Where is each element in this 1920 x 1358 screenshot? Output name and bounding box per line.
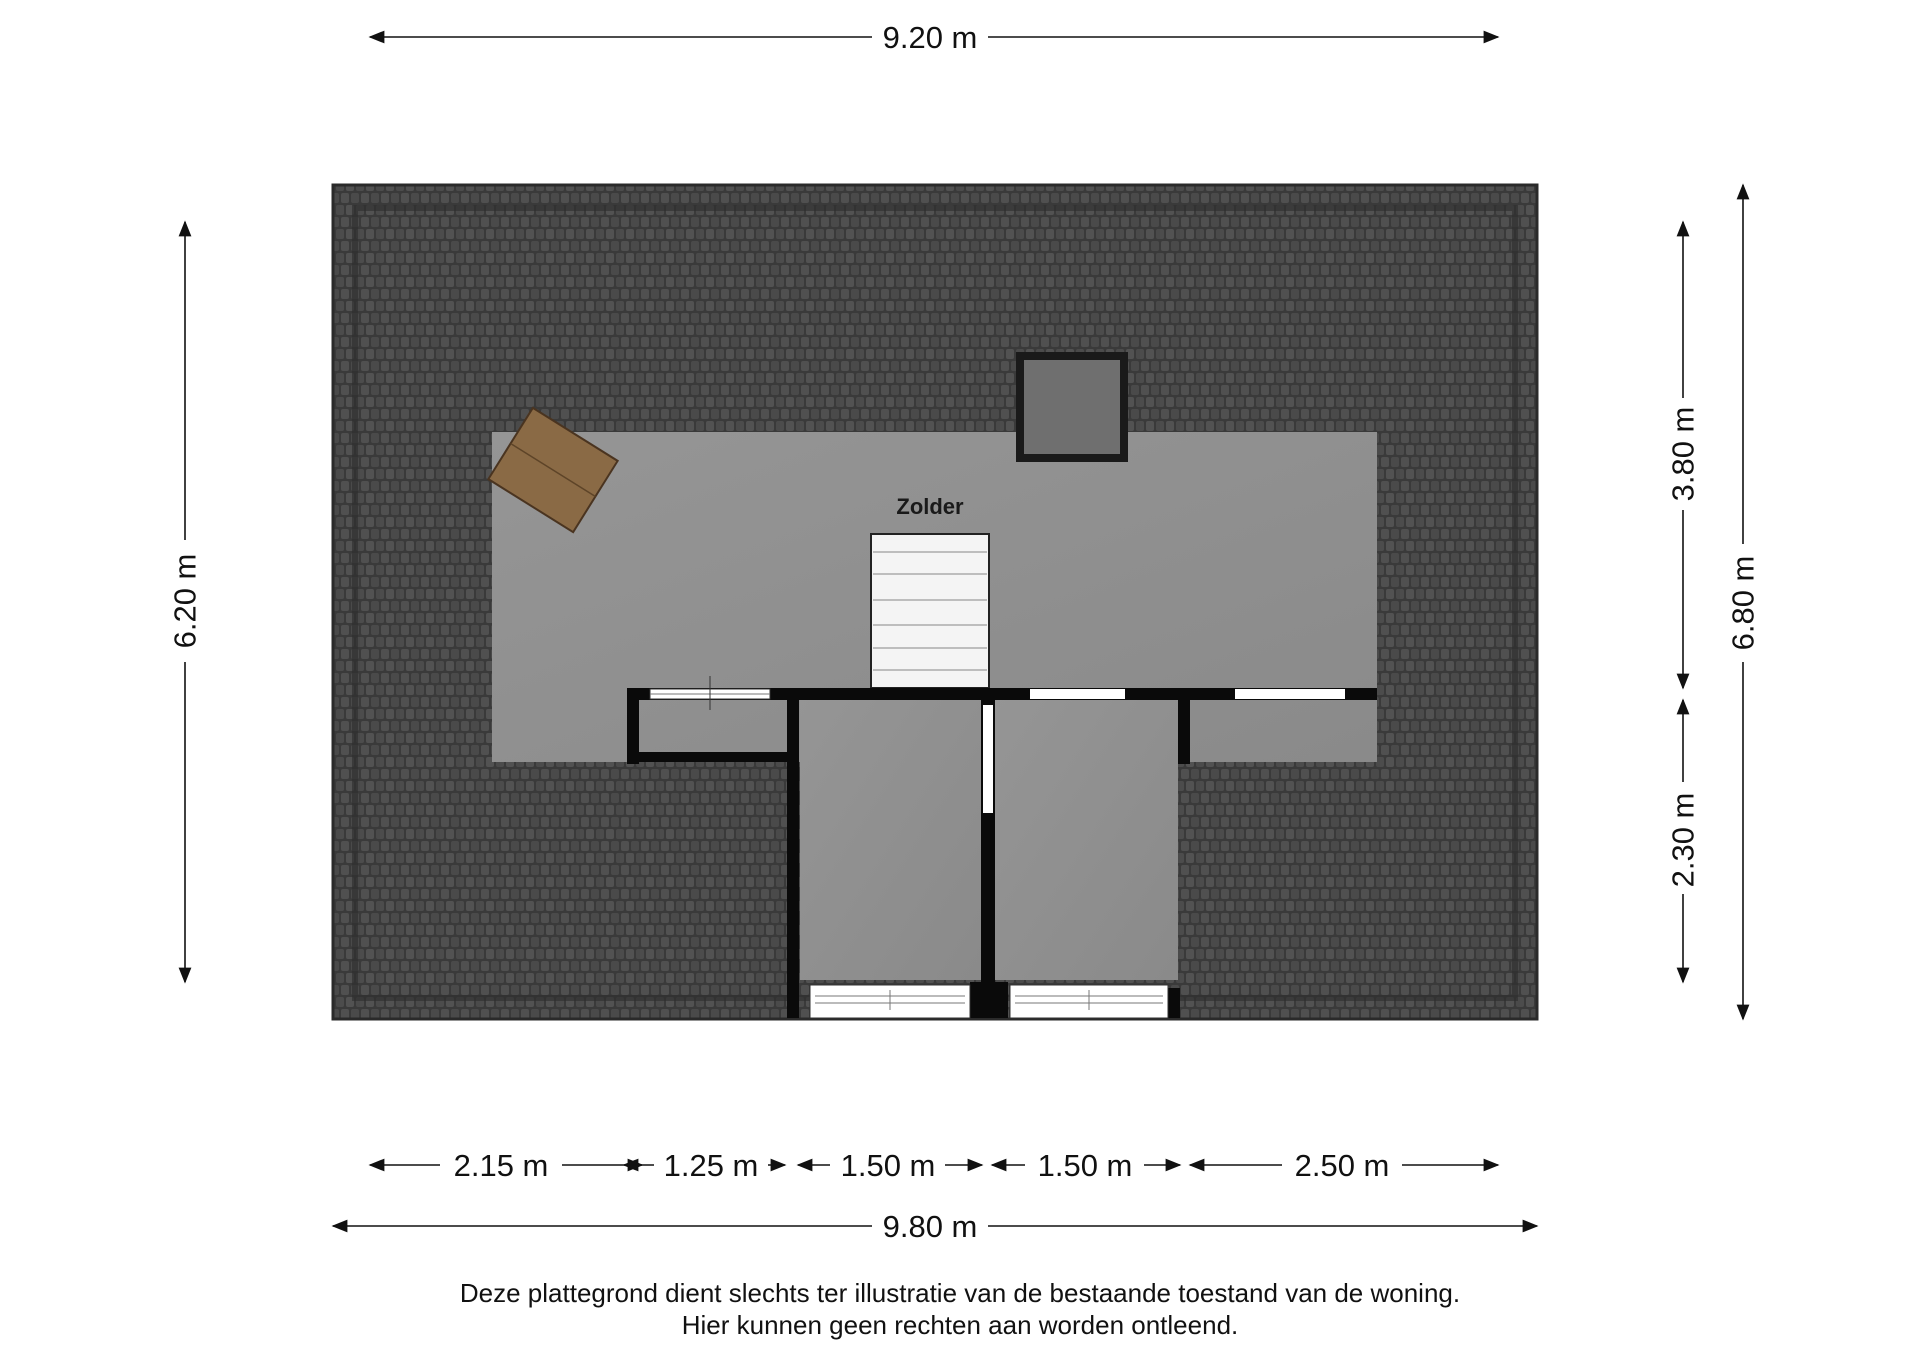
dimension-right-lower-label: 2.30 m — [1665, 792, 1701, 888]
dimension-bottom-total-label: 9.80 m — [882, 1209, 978, 1244]
dimension-bottom-segment-4: 1.50 m — [1037, 1148, 1133, 1183]
dimension-bottom-segment-2: 1.25 m — [663, 1148, 759, 1183]
dimension-right-total-label: 6.80 m — [1725, 555, 1761, 651]
dimension-bottom-segment-3: 1.50 m — [840, 1148, 936, 1183]
dimension-left-label: 6.20 m — [167, 553, 203, 649]
dimension-right-upper-label: 3.80 m — [1665, 406, 1701, 502]
disclaimer — [0, 1277, 1920, 1341]
dimension-top-label: 9.20 m — [882, 20, 978, 55]
disclaimer-line-2: Hier kunnen geen rechten aan worden ontleend. — [681, 1310, 1239, 1340]
skylight — [1016, 352, 1128, 462]
dimension-bottom-segment-1: 2.15 m — [453, 1148, 549, 1183]
room-label-zolder: Zolder — [896, 494, 964, 519]
dimension-bottom-segment-5: 2.50 m — [1294, 1148, 1390, 1183]
staircase — [871, 534, 989, 688]
disclaimer-line-1: Deze plattegrond dient slechts ter illustratie van de bestaande toestand van de woning. — [459, 1278, 1461, 1308]
